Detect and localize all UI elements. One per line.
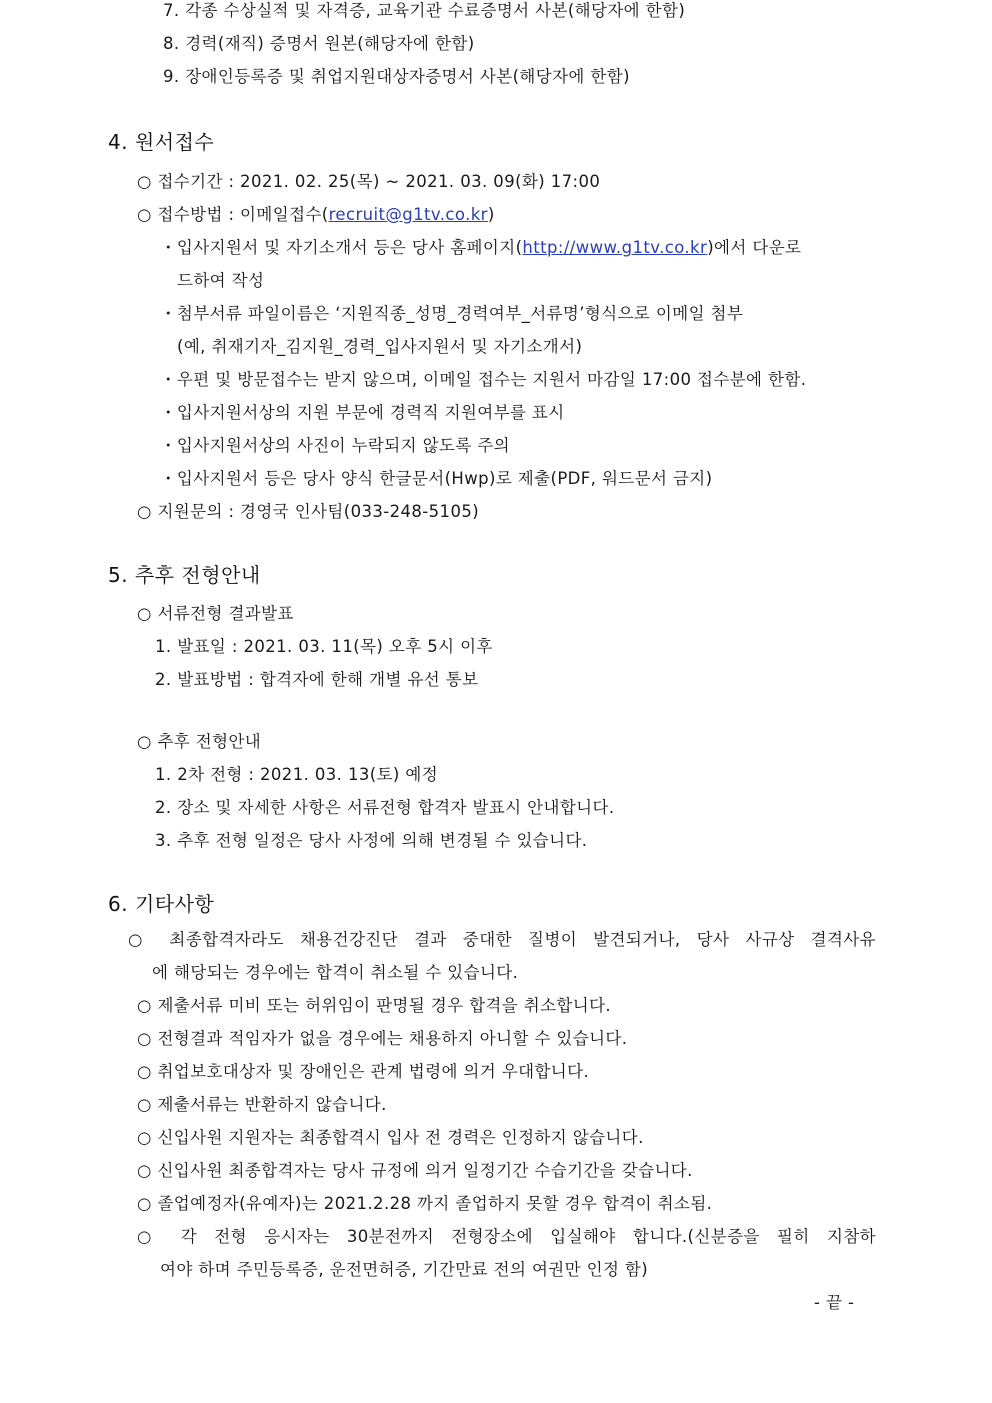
section-4-title: 4. 원서접수	[108, 130, 215, 154]
announcement-method: 2. 발표방법 : 합격자에 한해 개별 유선 통보	[155, 670, 479, 689]
bullet-download-forms	[160, 237, 876, 259]
note-career-not-recognized: ○ 신입사원 지원자는 최종합격시 입사 전 경력은 인정하지 않습니다.	[137, 1128, 644, 1147]
bullet-photo: ・입사지원서상의 사진이 누락되지 않도록 주의	[160, 436, 510, 455]
method-suffix: )	[487, 205, 495, 224]
schedule-change-notice: 3. 추후 전형 일정은 당사 사정에 의해 변경될 수 있습니다.	[155, 831, 588, 850]
bullet-1-prefix: ・입사지원서 및 자기소개서 등은 당사 홈페이지(	[160, 238, 523, 257]
section-5-title: 5. 추후 전형안내	[108, 563, 261, 587]
bullet-career-mark: ・입사지원서상의 지원 부문에 경력직 지원여부를 표시	[160, 403, 565, 422]
document-screening-result: ○ 서류전형 결과발표	[137, 604, 294, 623]
note-health-check: ○ 최종합격자라도 채용건강진단 결과 중대한 질병이 발견되거나, 당사 사규상 결격사유	[128, 930, 876, 949]
doc-item-8: 8. 경력(재직) 증명서 원본(해당자에 한함)	[163, 34, 475, 53]
note-9-continuation: 여야 하며 주민등록증, 운전면허증, 기간만료 전의 여권만 인정 함)	[160, 1260, 649, 1279]
recruit-email-link[interactable]: recruit@g1tv.co.kr	[328, 205, 488, 224]
bullet-no-mail: ・우편 및 방문접수는 받지 않으며, 이메일 접수는 지원서 마감일 17:00 접수분에 한함.	[160, 370, 807, 389]
homepage-link[interactable]: http://www.g1tv.co.kr	[522, 238, 708, 257]
second-stage-date: 1. 2차 전형 : 2021. 03. 13(토) 예정	[155, 765, 439, 784]
venue-notice: 2. 장소 및 자세한 사항은 서류전형 합격자 발표시 안내합니다.	[155, 798, 615, 817]
application-method	[137, 204, 495, 226]
method-prefix: ○ 접수방법 : 이메일접수(	[137, 205, 329, 224]
bullet-file-naming: ・첨부서류 파일이름은 ‘지원직종_성명_경력여부_서류명’형식으로 이메일 첨부	[160, 304, 744, 323]
doc-item-7: 7. 각종 수상실적 및 자격증, 교육기관 수료증명서 사본(해당자에 한함)	[163, 1, 686, 20]
contact-info: ○ 지원문의 : 경영국 인사팀(033-248-5105)	[137, 502, 480, 521]
note-no-return: ○ 제출서류는 반환하지 않습니다.	[137, 1095, 387, 1114]
announcement-date: 1. 발표일 : 2021. 03. 11(목) 오후 5시 이후	[155, 637, 493, 656]
note-preference: ○ 취업보호대상자 및 장애인은 관계 법령에 의거 우대합니다.	[137, 1062, 590, 1081]
note-1-continuation: 에 해당되는 경우에는 합격이 취소될 수 있습니다.	[152, 963, 519, 982]
note-no-suitable: ○ 전형결과 적임자가 없을 경우에는 채용하지 아니할 수 있습니다.	[137, 1029, 628, 1048]
note-arrival-time: ○ 각 전형 응시자는 30분전까지 전형장소에 입실해야 합니다.(신분증을 필히 지참하	[137, 1227, 876, 1246]
bullet-1-suffix: )에서 다운로	[707, 238, 802, 257]
note-false-documents: ○ 제출서류 미비 또는 허위임이 판명될 경우 합격을 취소합니다.	[137, 996, 612, 1015]
note-probation: ○ 신입사원 최종합격자는 당사 규정에 의거 일정기간 수습기간을 갖습니다.	[137, 1161, 693, 1180]
next-stage-guide: ○ 추후 전형안내	[137, 732, 262, 751]
bullet-hwp-format: ・입사지원서 등은 당사 양식 한글문서(Hwp)로 제출(PDF, 워드문서 금지)	[160, 469, 713, 488]
bullet-2-continuation: (예, 취재기자_김지원_경력_입사지원서 및 자기소개서)	[177, 337, 583, 356]
application-period: ○ 접수기간 : 2021. 02. 25(목) ~ 2021. 03. 09(화) 17:00	[137, 172, 601, 191]
doc-item-9: 9. 장애인등록증 및 취업지원대상자증명서 사본(해당자에 한함)	[163, 67, 630, 86]
bullet-1-continuation: 드하여 작성	[177, 271, 265, 290]
end-mark: - 끝 -	[814, 1293, 855, 1312]
section-6-title: 6. 기타사항	[108, 892, 215, 916]
note-graduation: ○ 졸업예정자(유예자)는 2021.2.28 까지 졸업하지 못할 경우 합격이 취소됨.	[137, 1194, 713, 1213]
